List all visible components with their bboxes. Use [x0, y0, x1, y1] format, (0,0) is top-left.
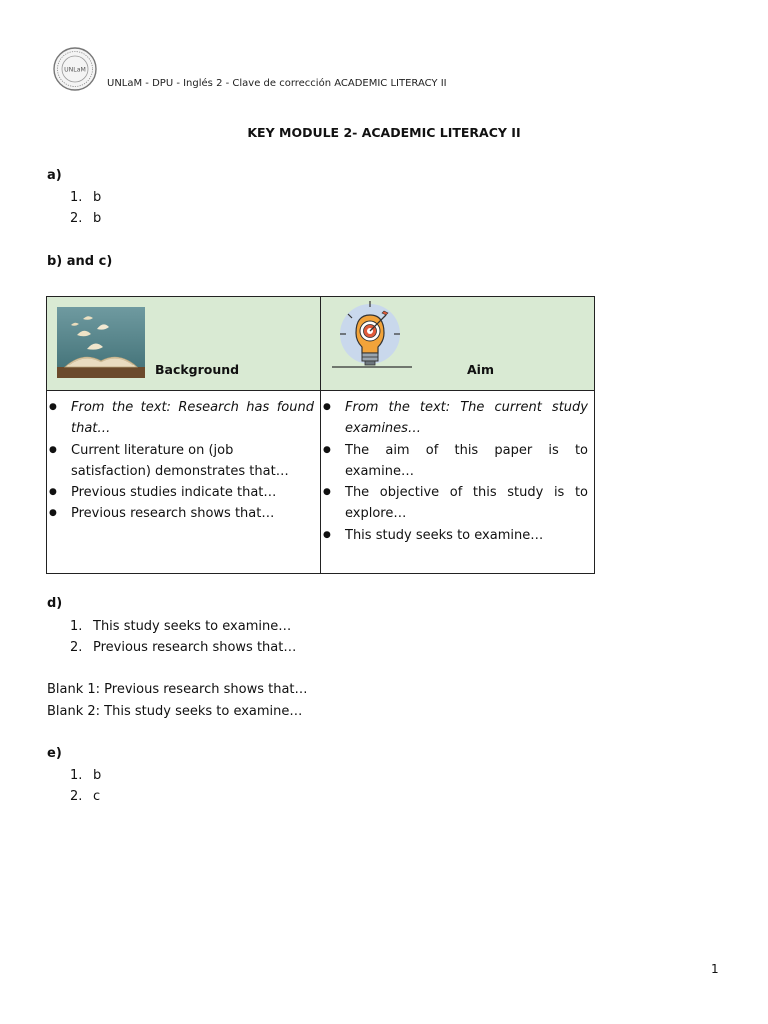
open-book-pages-image [57, 307, 145, 378]
university-seal-logo [53, 47, 97, 91]
section-bc-label: b) and c) [47, 254, 113, 269]
list-item: ● Previous studies indicate that… [47, 482, 314, 503]
running-header: UNLaM - DPU - Inglés 2 - Clave de corrección ACADEMIC LITERACY II [107, 78, 447, 89]
background-header-cell [47, 297, 321, 391]
aim-header-label: Aim [467, 362, 494, 377]
background-header-label: Background [155, 362, 240, 377]
list-item: 1. This study seeks to examine… [70, 619, 292, 634]
section-e-list [70, 765, 101, 807]
page-title: KEY MODULE 2- ACADEMIC LITERACY II [247, 125, 521, 140]
list-item: ● Previous research shows that… [47, 503, 314, 524]
page-number: 1 [711, 962, 719, 976]
list-item: ● The aim of this paper is to examine… [321, 440, 588, 483]
list-item: 1. b [70, 768, 102, 783]
aim-phrases-cell [321, 391, 595, 574]
list-item: ● The objective of this study is to explore… [321, 482, 588, 525]
section-d-list [70, 616, 296, 658]
list-item: 2. Previous research shows that… [70, 640, 297, 655]
blank-1-answer: Blank 1: Previous research shows that… [47, 682, 308, 697]
section-a-label: a) [47, 168, 62, 183]
lightbulb-target-icon [326, 301, 416, 373]
blank-2-answer: Blank 2: This study seeks to examine… [47, 704, 303, 719]
list-item: ● Current literature on (job satisfaction) demonstrates that… [47, 440, 314, 483]
aim-phrase-list [321, 391, 594, 546]
list-item: ● From the text: The current study examines… [321, 397, 588, 440]
list-item: ● From the text: Research has found that… [47, 397, 314, 440]
section-d-label: d) [47, 596, 63, 611]
list-item: 2. c [70, 789, 101, 804]
background-aim-table [46, 296, 595, 574]
seal-lettering: UNLaM [64, 66, 86, 74]
section-e-label: e) [47, 746, 62, 761]
list-item: 1. b [70, 190, 102, 205]
aim-header-cell [321, 297, 595, 391]
section-a-list [70, 187, 101, 229]
background-phrases-cell [47, 391, 321, 574]
background-phrase-list [47, 391, 320, 525]
list-item: 2. b [70, 211, 102, 226]
list-item: ● This study seeks to examine… [321, 525, 588, 546]
